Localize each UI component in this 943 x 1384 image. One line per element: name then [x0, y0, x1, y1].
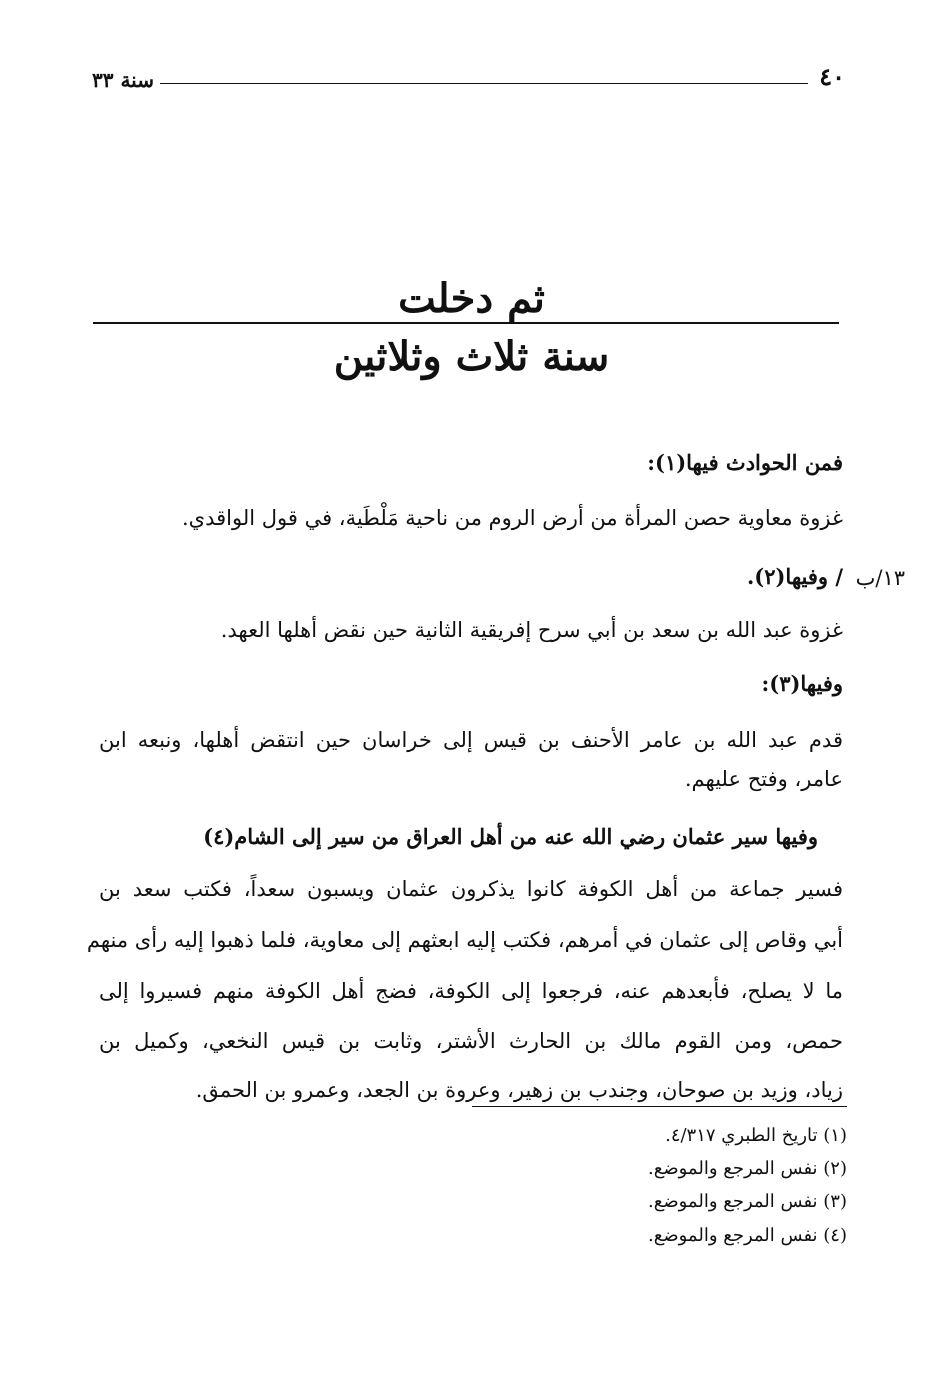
paragraph-line: عامر، وفتح عليهم. [684, 767, 843, 791]
running-header-year: سنة ٣٣ [92, 68, 154, 92]
chapter-title-line2: سنة ثلاث وثلاثين [333, 333, 610, 380]
footnote: (٤) نفس المرجع والموضع. [648, 1225, 847, 1246]
section-heading: فمن الحوادث فيها(١): [647, 450, 843, 475]
footnote: (٢) نفس المرجع والموضع. [648, 1158, 847, 1179]
section-heading: / وفيها(٢). [746, 564, 843, 589]
chapter-title-line1: ثم دخلت [398, 275, 545, 322]
paragraph-line: زياد، وزيد بن صوحان، وجندب بن زهير، وعروة بن الجعد، وعمرو بن الحمق. [195, 1078, 843, 1102]
paragraph-line: ما لا يصلح، فأبعدهم عنه، فرجعوا إلى الكوفة، فضج أهل الكوفة منهم فسيروا إلى [99, 979, 843, 1003]
page-number: ٤٠ [819, 62, 845, 91]
paragraph-line: فسير جماعة من أهل الكوفة كانوا يذكرون عثمان ويسبون سعداً، فكتب سعد بن [99, 877, 843, 901]
section-heading: وفيها(٣): [761, 671, 843, 696]
footnote: (٣) نفس المرجع والموضع. [648, 1191, 847, 1212]
header-rule [160, 83, 808, 84]
folio-margin-note: ١٣/ب [855, 566, 905, 590]
footnote: (١) تاريخ الطبري ٤/٣١٧. [665, 1125, 847, 1146]
footnote-rule [472, 1106, 847, 1107]
title-rule [93, 322, 839, 324]
paragraph-line: غزوة معاوية حصن المرأة من أرض الروم من ناحية مَلْطَية، في قول الواقدي. [181, 506, 843, 530]
paragraph-line: حمص، ومن القوم مالك بن الحارث الأشتر، وثابت بن قيس النخعي، وكميل بن [99, 1029, 843, 1053]
paragraph-line: قدم عبد الله بن عامر الأحنف بن قيس إلى خراسان حين انتقض أهلها، ونبعه ابن [99, 728, 843, 752]
section-heading: وفيها سير عثمان رضي الله عنه من أهل العراق من سير إلى الشام(٤) [203, 824, 818, 849]
paragraph-line: غزوة عبد الله بن سعد بن أبي سرح إفريقية الثانية حين نقض أهلها العهد. [220, 618, 843, 642]
paragraph-line: أبي وقاص إلى عثمان في أمرهم، فكتب إليه ابعثهم إلى معاوية، فلما ذهبوا إليه رأى منهم [86, 928, 843, 952]
